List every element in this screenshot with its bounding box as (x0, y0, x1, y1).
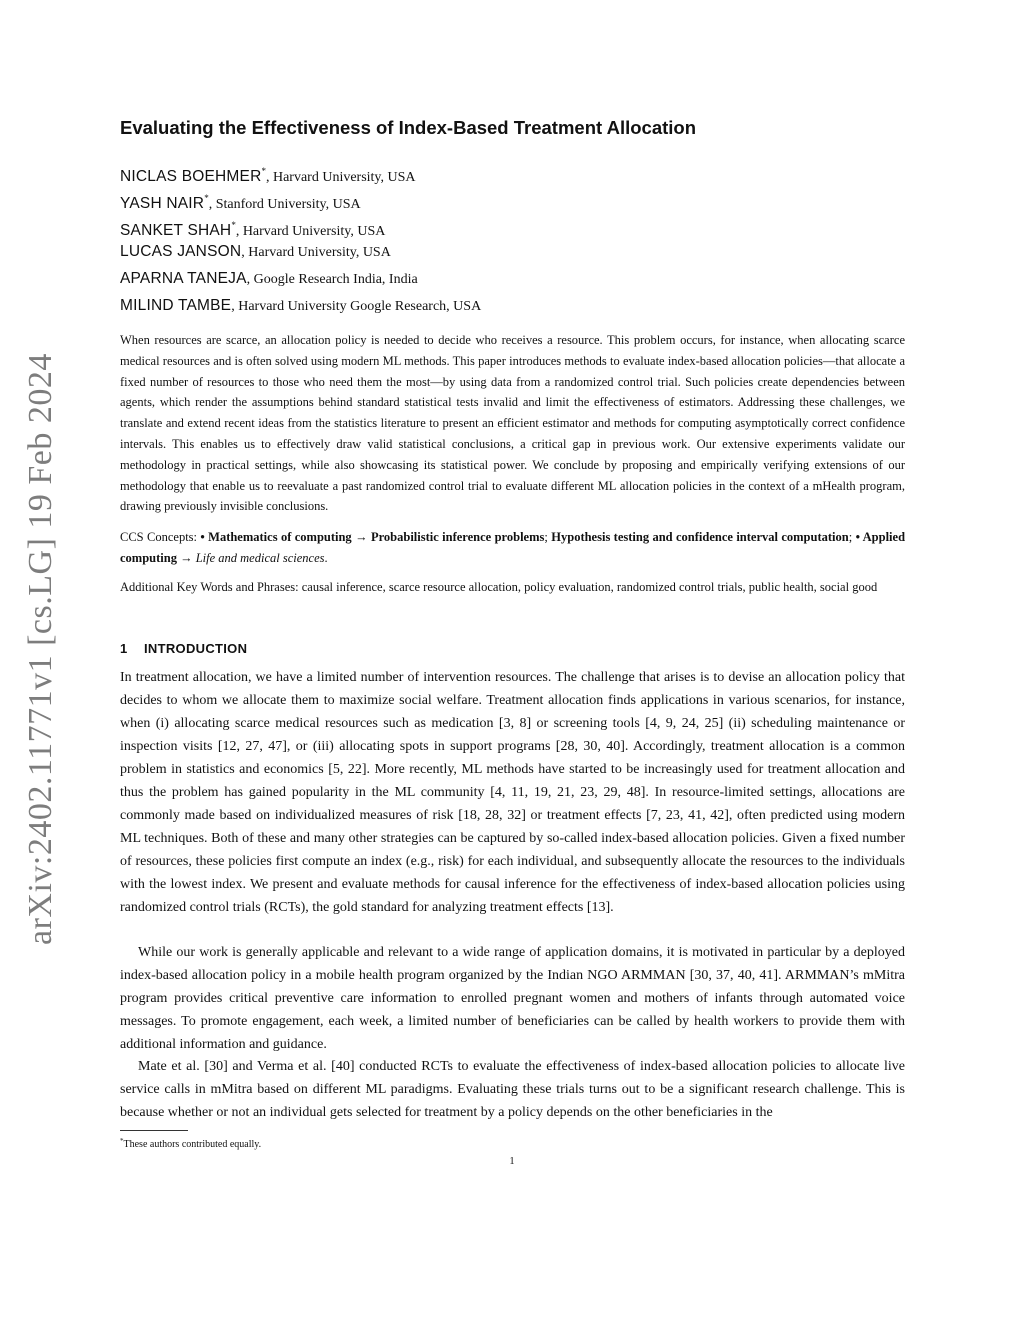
author-affiliation: Harvard University Google Research, USA (238, 299, 482, 314)
section-title: INTRODUCTION (144, 641, 248, 656)
author-name: MILIND TAMBE (120, 297, 232, 314)
body-paragraph: Mate et al. [30] and Verma et al. [40] conducted RCTs to evaluate the effectiveness of index-based allocation policies to allocate live service calls in mMitra based on different ML paradigms. Evaluating these trials turns out to be a significant research challenge. This is because whether or not an individual gets selected for treatment by a policy depends on the other beneficiaries in the (120, 1059, 905, 1120)
author-separator: , (231, 299, 239, 314)
author-name: APARNA TANEJA (120, 270, 247, 287)
ccs-concept: Probabilistic inference problems (370, 530, 545, 544)
footnote-marker: * (120, 1137, 124, 1145)
footnote (120, 1134, 261, 1152)
author-name: NICLAS BOEHMER (120, 168, 262, 185)
body-paragraph: While our work is generally applicable and relevant to a wide range of application domains, it is motivated in particular by a deployed index-based allocation policy in a mobile health program organized by the Indian NGO ARMMAN [30, 37, 40, 41]. ARMMAN’s mMitra program provides critical preventive care information to enrolled pregnant women and mothers of infants through automated voice messages. To promote engagement, each week, a limited number of beneficiaries can be called by health workers to provide them with additional information and guidance. (120, 945, 905, 1052)
author-entry (120, 186, 905, 213)
author-entry (120, 213, 905, 240)
author-separator: , (208, 197, 216, 212)
ccs-separator: ; (544, 530, 548, 544)
author-separator: , (246, 272, 254, 287)
author-entry (120, 267, 905, 294)
author-affiliation: Google Research India, India (253, 272, 418, 287)
page-number: 1 (509, 1156, 515, 1167)
equal-contribution-marker: * (204, 193, 209, 203)
section-number: 1 (120, 641, 128, 656)
author-name: LUCAS JANSON (120, 243, 242, 260)
footnote-text: These authors contributed equally. (123, 1139, 262, 1150)
author-entry (120, 159, 905, 186)
author-entry (120, 240, 905, 267)
ccs-concept: Life and medical sciences (195, 550, 325, 565)
ccs-bullet-math: • Mathematics of computing (200, 530, 352, 544)
author-affiliation: Harvard University, USA (248, 245, 391, 260)
ccs-separator: ; (848, 530, 853, 544)
ccs-arrow: → (355, 530, 368, 544)
author-separator: , (241, 245, 249, 260)
author-separator: , (235, 224, 243, 239)
paper-title: Evaluating the Effectiveness of Index-Based Treatment Allocation (120, 117, 697, 138)
author-name: YASH NAIR (120, 195, 205, 212)
keywords (120, 577, 905, 598)
author-name: SANKET SHAH (120, 222, 232, 239)
ccs-concepts (120, 527, 905, 569)
ccs-label: CCS Concepts: (120, 530, 197, 544)
author-entry (120, 294, 905, 321)
body-paragraph: In treatment allocation, we have a limited number of intervention resources. The challenge that arises is to devise an allocation policy that decides to whom we allocate them to maximize social welfare. Treatment allocation finds applications in various scenarios, for instance, when (i) allocating scarce medical resources such as medication [3, 8] or screening tools [4, 9, 24, 25] (ii) scheduling maintenance or inspection visits [12, 27, 47], or (iii) allocating spots in support programs [28, 30, 40]. Accordingly, treatment allocation is a common problem in statistics and economics [5, 22]. More recently, ML methods have started to be increasingly used for treatment allocation and thus the problem has gained popularity in the ML community [4, 11, 19, 21, 23, 29, 48]. In resource-limited settings, allocations are commonly made based on individualized measures of risk [18, 28, 32] or treatment effects [7, 23, 41, 42], often predicted using modern ML techniques. Both of these and many other strategies can be captured by so-called index-based allocation policies. Given a fixed number of resources, these policies first compute an index (e.g., risk) for each individual, and subsequently allocate the resources to the individuals with the lowest index. We present and evaluate methods for causal inference for the effectiveness of index-based allocation policies using randomized control trials (RCTs), the gold standard for analyzing treatment effects [13]. (120, 670, 905, 915)
section-heading (120, 640, 247, 658)
abstract: When resources are scarce, an allocation policy is needed to decide who receives a resource. This problem occurs, for instance, when allocating scarce medical resources and is often solved using modern ML methods. This paper introduces methods to evaluate index-based allocation policies—that allocate a fixed number of resources to those who need them the most—by using data from a randomized control trial. Such policies create dependencies between agents, which render the assumptions behind standard statistical tests invalid and limit the effectiveness of estimators. Addressing these challenges, we translate and extend recent ideas from the statistics literature to present an efficient estimator and methods for computing asymptotically correct confidence intervals. This enables us to effectively draw valid statistical conclusions, a critical gap in previous work. Our extensive experiments validate our methodology in practical settings, while also showcasing its statistical power. We conclude by proposing and empirically verifying extensions of our methodology that enable us to reevaluate a past randomized control trial to evaluate different ML allocation policies in the context of a mHealth program, drawing previously invisible conclusions. (120, 333, 905, 514)
ccs-concept: Hypothesis testing and confidence interval computation (551, 530, 849, 544)
author-affiliation: Stanford University, USA (215, 197, 361, 212)
footnote-divider (120, 1130, 188, 1131)
author-affiliation: Harvard University, USA (242, 224, 386, 239)
ccs-arrow: → (180, 550, 193, 565)
author-separator: , (265, 170, 273, 185)
keywords-text: causal inference, scarce resource allocation, policy evaluation, randomized control trials, public health, social good (301, 580, 878, 594)
equal-contribution-marker: * (231, 220, 236, 230)
arxiv-identifier: arXiv:2402.11771v1 [cs.LG] 19 Feb 2024 (22, 353, 59, 945)
ccs-bullet-applied: • Applied computing (120, 530, 906, 565)
keywords-label: Additional Key Words and Phrases: (120, 580, 299, 594)
author-affiliation: Harvard University, USA (272, 170, 416, 185)
equal-contribution-marker: * (261, 166, 266, 176)
ccs-end: . (324, 550, 328, 565)
author-list (120, 159, 905, 321)
